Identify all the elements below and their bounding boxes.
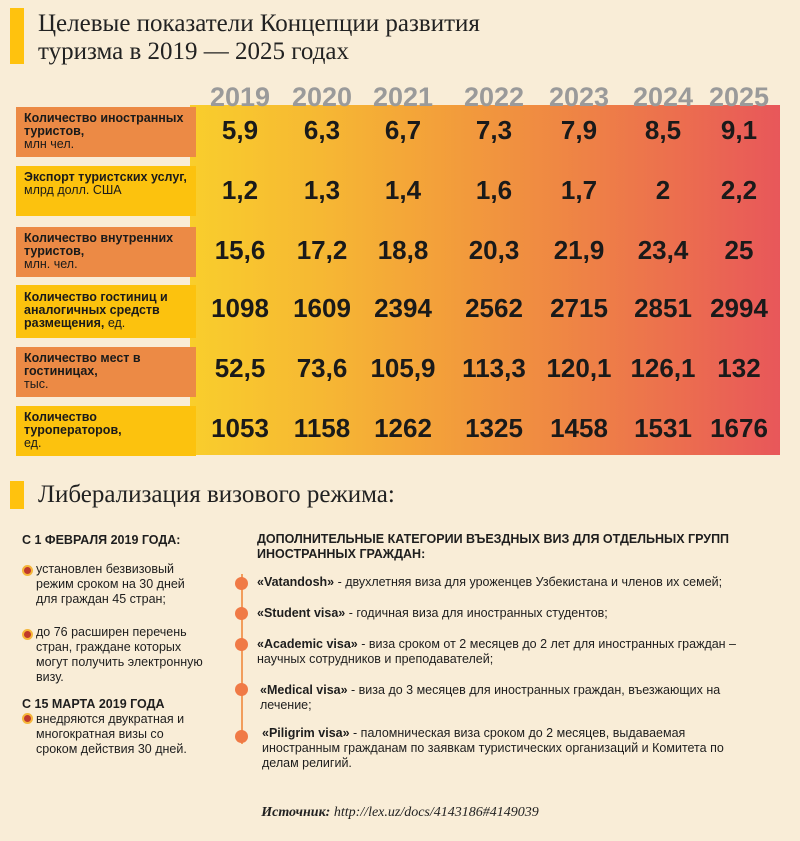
value-cell: 15,6 bbox=[214, 235, 266, 265]
row-label-unit: млрд долл. США bbox=[24, 183, 122, 197]
value-cell: 6,3 bbox=[303, 115, 341, 145]
title-accent-bar bbox=[10, 8, 24, 64]
year-header: 2020 bbox=[291, 82, 353, 112]
timeline-line bbox=[241, 574, 243, 744]
value-cell: 8,5 bbox=[644, 115, 682, 145]
visa-item-vatandosh bbox=[257, 575, 777, 590]
value-cell: 1,7 bbox=[560, 175, 598, 205]
visa-item-name: «Academic visa» bbox=[257, 637, 358, 651]
visa-categories-header: ДОПОЛНИТЕЛЬНЫЕ КАТЕГОРИИ ВЪЕЗДНЫХ ВИЗ ДЛЯ ОТДЕЛЬНЫХ ГРУПП ИНОСТРАННЫХ ГРАЖДАН: bbox=[257, 532, 730, 561]
value-cell: 1458 bbox=[550, 413, 608, 443]
visa-item-text: - двухлетняя виза для уроженцев Узбекистана и членов их семей; bbox=[334, 575, 723, 589]
row-label-unit: тыс. bbox=[24, 377, 49, 391]
value-cell: 9,1 bbox=[720, 115, 758, 145]
row-label-unit: ед. bbox=[107, 316, 126, 330]
bullet-icon bbox=[22, 629, 33, 640]
date-header-mar: С 15 МАРТА 2019 ГОДА bbox=[22, 697, 165, 711]
row-label-title: Экспорт туристских услуг, bbox=[24, 170, 187, 184]
value-cell: 132 bbox=[717, 353, 761, 383]
value-cell: 2562 bbox=[465, 293, 523, 323]
page-title-line1: Целевые показатели Концепции развития bbox=[38, 10, 480, 37]
timeline-dot-icon bbox=[235, 577, 248, 590]
value-cell: 126,1 bbox=[630, 353, 696, 383]
value-cell: 2,2 bbox=[720, 175, 758, 205]
visa-item-text: - паломническая виза сроком до 2 месяцев, выдаваемая иностранным гражданам по заявкам туристических организаций и Комитета по делам религий. bbox=[262, 726, 724, 770]
values-grid-background bbox=[190, 105, 780, 455]
value-cell: 1158 bbox=[293, 413, 351, 443]
value-cell: 1325 bbox=[465, 413, 523, 443]
value-cell: 1676 bbox=[710, 413, 768, 443]
visa-item-medical bbox=[260, 683, 760, 713]
timeline-dot-icon bbox=[235, 683, 248, 696]
year-header: 2025 bbox=[708, 82, 770, 112]
visa-item-name: «Vatandosh» bbox=[257, 575, 335, 589]
value-cell: 113,3 bbox=[462, 353, 526, 383]
row-label-title: Количество туроператоров, bbox=[24, 410, 122, 437]
timeline-dot-icon bbox=[235, 638, 248, 651]
section-title: Либерализация визового режима: bbox=[38, 481, 395, 508]
bullet-icon bbox=[22, 713, 33, 724]
value-cell: 2394 bbox=[374, 293, 432, 323]
value-cell: 1531 bbox=[634, 413, 692, 443]
value-cell: 7,9 bbox=[560, 115, 598, 145]
visa-item-student bbox=[257, 606, 777, 621]
row-label-title: Количество мест в гостиницах, bbox=[24, 351, 141, 378]
left-item-evisa: до 76 расширен перечень стран, граждане которых могут получить электронную визу. bbox=[36, 625, 203, 684]
value-cell: 6,7 bbox=[384, 115, 422, 145]
source-label: Источник: bbox=[261, 805, 331, 820]
date-header-feb: С 1 ФЕВРАЛЯ 2019 ГОДА: bbox=[22, 533, 181, 547]
value-cell: 1,3 bbox=[303, 175, 341, 205]
row-label-unit: млн чел. bbox=[24, 137, 75, 151]
row-label-tour-operators bbox=[16, 406, 196, 456]
row-label-export bbox=[16, 166, 196, 216]
timeline-dot-icon bbox=[235, 730, 248, 743]
visa-item-text: - виза сроком от 2 месяцев до 2 лет для иностранных граждан – научных сотрудников и преподавателей; bbox=[257, 637, 737, 666]
value-cell: 1053 bbox=[211, 413, 269, 443]
value-cell: 25 bbox=[724, 235, 754, 265]
visa-item-academic bbox=[257, 637, 777, 667]
row-label-foreign-tourists bbox=[16, 107, 196, 157]
visa-item-text: - виза до 3 месяцев для иностранных граждан, въезжающих на лечение; bbox=[260, 683, 721, 712]
value-cell: 7,3 bbox=[475, 115, 513, 145]
value-cell: 18,8 bbox=[377, 235, 429, 265]
visa-item-text: - годичная виза для иностранных студентов; bbox=[345, 606, 608, 620]
value-cell: 2715 bbox=[550, 293, 608, 323]
value-cell: 1098 bbox=[211, 293, 269, 323]
page-title-line2: туризма в 2019 — 2025 годах bbox=[38, 38, 350, 65]
section-accent-bar bbox=[10, 481, 24, 509]
value-cell: 105,9 bbox=[370, 353, 436, 383]
left-item-visa-free: установлен безвизовый режим сроком на 30 дней для граждан 45 стран; bbox=[36, 562, 185, 606]
value-cell: 23,4 bbox=[637, 235, 689, 265]
value-cell: 120,1 bbox=[546, 353, 612, 383]
row-label-title: Количество гостиниц и аналогичных средств размещения, bbox=[24, 290, 168, 330]
value-cell: 17,2 bbox=[296, 235, 348, 265]
row-label-domestic-tourists bbox=[16, 227, 196, 277]
source-link[interactable]: http://lex.uz/docs/4143186#4149039 bbox=[333, 805, 539, 820]
value-cell: 2 bbox=[655, 175, 671, 205]
timeline-dot-icon bbox=[235, 607, 248, 620]
value-cell: 21,9 bbox=[553, 235, 605, 265]
year-header: 2019 bbox=[209, 82, 271, 112]
value-cell: 1262 bbox=[374, 413, 432, 443]
value-cell: 5,9 bbox=[221, 115, 259, 145]
row-label-title: Количество внутренних туристов, bbox=[24, 231, 174, 258]
value-cell: 1609 bbox=[293, 293, 351, 323]
value-cell: 1,4 bbox=[384, 175, 422, 205]
visa-item-name: «Medical visa» bbox=[260, 683, 348, 697]
row-label-hotel-beds bbox=[16, 347, 196, 397]
row-label-unit: млн. чел. bbox=[24, 257, 78, 271]
source-line bbox=[0, 805, 800, 821]
row-label-title: Количество иностранных туристов, bbox=[24, 111, 184, 138]
value-cell: 2851 bbox=[634, 293, 692, 323]
value-cell: 1,2 bbox=[221, 175, 259, 205]
row-label-unit: ед. bbox=[24, 436, 42, 450]
value-cell: 1,6 bbox=[475, 175, 513, 205]
year-header: 2021 bbox=[372, 82, 434, 112]
year-header: 2024 bbox=[632, 82, 694, 112]
value-cell: 52,5 bbox=[214, 353, 266, 383]
left-item-multi-entry: внедряются двукратная и многократная визы со сроком действия 30 дней. bbox=[36, 712, 187, 756]
visa-item-name: «Student visa» bbox=[257, 606, 346, 620]
bullet-icon bbox=[22, 565, 33, 576]
year-header: 2023 bbox=[548, 82, 610, 112]
year-header: 2022 bbox=[463, 82, 525, 112]
row-label-hotels bbox=[16, 285, 196, 338]
visa-item-piligrim bbox=[262, 726, 762, 771]
value-cell: 20,3 bbox=[468, 235, 520, 265]
value-cell: 2994 bbox=[710, 293, 768, 323]
page-title bbox=[38, 10, 480, 66]
visa-item-name: «Piligrim visa» bbox=[262, 726, 350, 740]
value-cell: 73,6 bbox=[296, 353, 348, 383]
